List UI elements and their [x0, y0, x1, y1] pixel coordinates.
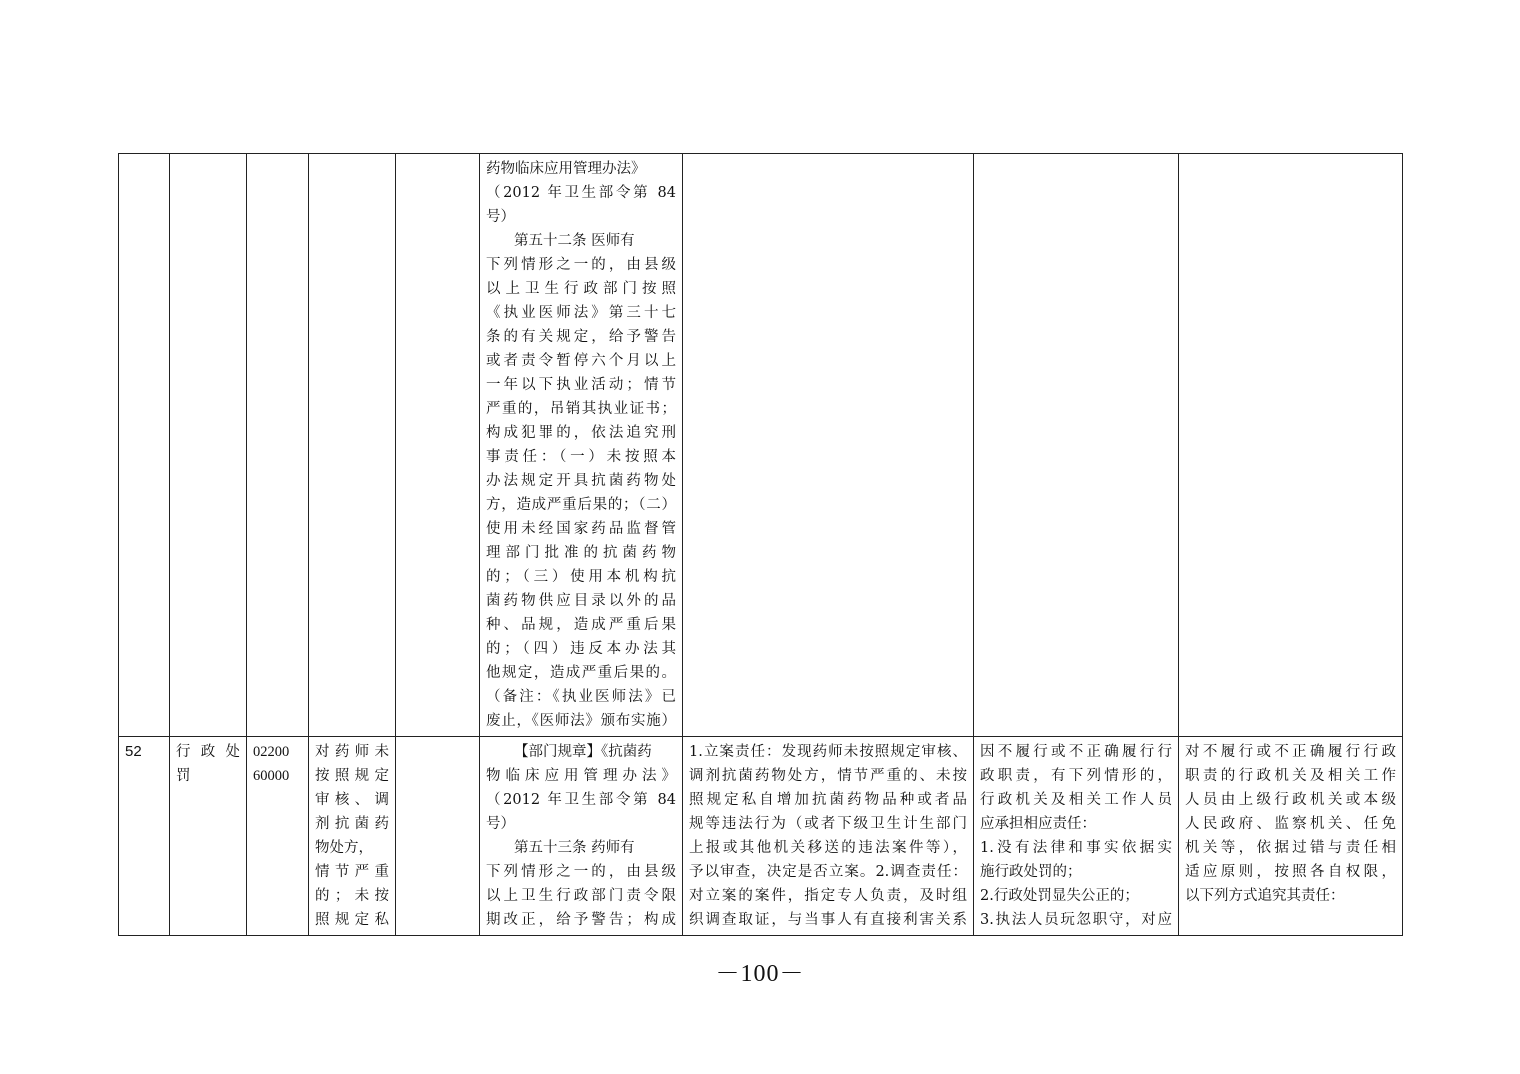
- cell-code: [247, 737, 309, 936]
- legal-basis-line: 【部门规章】《抗菌药: [514, 744, 652, 760]
- item-name-line: 照规定私: [315, 912, 389, 928]
- legal-basis-line: 期改正，给予警告；构成: [486, 912, 676, 928]
- legal-basis-line: 以上卫生行政部门按照: [486, 281, 676, 297]
- legal-basis-line: （2012 年卫生部令第 84: [486, 792, 676, 808]
- responsibility-line: 上报或其他机关移送的违法案件等），: [689, 840, 967, 856]
- legal-basis-line: 下列情形之一的，由县级: [486, 257, 676, 273]
- responsibility-line: 予以审查，决定是否立案。2.调查责任：: [689, 864, 967, 880]
- code-line: 02200: [253, 744, 290, 760]
- cell-responsibility: [683, 737, 974, 936]
- accountability-method-line: 机关等，依据过错与责任相: [1185, 840, 1396, 856]
- legal-basis-line: 一年以下执业活动；情节: [486, 377, 676, 393]
- table-row-52: [119, 737, 1403, 936]
- legal-basis-line: 条的有关规定，给予警告: [486, 329, 676, 345]
- accountability-method-line: 适应原则，按照各自权限，: [1185, 864, 1396, 880]
- legal-basis-line: 的；（三）使用本机构抗: [486, 569, 676, 585]
- legal-basis-line: 事责任：（一）未按照本: [486, 449, 676, 465]
- legal-basis-line: 他规定，造成严重后果的。: [486, 665, 676, 681]
- cell-code: [247, 154, 309, 737]
- legal-basis-line: 菌药物供应目录以外的品: [486, 593, 676, 609]
- cell-item-name: [309, 154, 396, 737]
- type-line: 行政处: [176, 744, 240, 760]
- legal-basis-line: 的；（四）违反本办法其: [486, 641, 676, 657]
- item-name-line: 剂抗菌药: [315, 816, 389, 832]
- legal-basis-line: 第五十三条 药师有: [514, 840, 635, 856]
- cell-number: [119, 737, 170, 936]
- accountability-line: 施行政处罚的；: [980, 864, 1082, 880]
- cell-accountability-method: [1179, 737, 1403, 936]
- item-name-line: 按照规定: [315, 768, 389, 784]
- responsibility-line: 照规定私自增加抗菌药物品种或者品: [689, 792, 967, 808]
- sub-item-text: [402, 740, 473, 764]
- responsibility-line: 调剂抗菌药物处方，情节严重的、未按: [689, 768, 967, 784]
- powers-table: [118, 153, 1403, 936]
- responsibility-line: 规等违法行为（或者下级卫生计生部门: [689, 816, 967, 832]
- legal-basis-line: 严重的，吊销其执业证书；: [486, 401, 676, 417]
- legal-basis-line: 构成犯罪的，依法追究刑: [486, 425, 676, 441]
- accountability-line: 1.没有法律和事实依据实: [980, 840, 1172, 856]
- legal-basis-line: 号）: [486, 209, 515, 225]
- accountability-line: 2.行政处罚显失公正的；: [980, 888, 1139, 904]
- cell-sub-item: [396, 737, 480, 936]
- legal-basis-line: 或者责令暂停六个月以上: [486, 353, 676, 369]
- row-number: 52: [125, 743, 142, 760]
- legal-basis-line: （备注：《执业医师法》已: [486, 689, 676, 705]
- legal-basis-line: 办法规定开具抗菌药物处: [486, 473, 676, 489]
- legal-basis-line: （2012 年卫生部令第 84: [486, 185, 676, 201]
- legal-basis-line: 下列情形之一的，由县级: [486, 864, 676, 880]
- accountability-line: 因不履行或不正确履行行: [980, 744, 1172, 760]
- accountability-method-line: 人员由上级行政机关或本级: [1185, 792, 1396, 808]
- type-line: 罚: [176, 768, 191, 784]
- cell-number: [119, 154, 170, 737]
- cell-accountability: [974, 154, 1179, 737]
- responsibility-line: 1.立案责任：发现药师未按照规定审核、: [689, 744, 967, 760]
- legal-basis-line: 《执业医师法》第三十七: [486, 305, 676, 321]
- legal-basis-line: 以上卫生行政部门责令限: [486, 888, 676, 904]
- accountability-line: 政职责，有下列情形的，: [980, 768, 1172, 784]
- responsibility-line: 对立案的案件，指定专人负责，及时组: [689, 888, 967, 904]
- item-name-line: 物处方，: [315, 840, 373, 856]
- cell-legal-basis: [480, 737, 683, 936]
- accountability-method-line: 职责的行政机关及相关工作: [1185, 768, 1396, 784]
- cell-type: [170, 737, 247, 936]
- item-name-line: 情节严重: [315, 864, 389, 880]
- responsibility-line: 织调查取证，与当事人有直接利害关系: [689, 912, 967, 928]
- accountability-method-line: 对不履行或不正确履行行政: [1185, 744, 1396, 760]
- item-name-line: 审核、调: [315, 792, 389, 808]
- legal-basis-line: 使用未经国家药品监督管: [486, 521, 676, 537]
- legal-basis-line: 第五十二条 医师有: [514, 233, 635, 249]
- accountability-line: 3.执法人员玩忽职守，对应: [980, 912, 1172, 928]
- legal-basis-line: 理部门批准的抗菌药物: [486, 545, 676, 561]
- item-name-line: 对药师未: [315, 744, 389, 760]
- cell-accountability: [974, 737, 1179, 936]
- legal-basis-line: 种、品规，造成严重后果: [486, 617, 676, 633]
- cell-item-name: [309, 737, 396, 936]
- cell-legal-basis: [480, 154, 683, 737]
- legal-basis-line: 物临床应用管理办法》: [486, 768, 676, 784]
- table-row-continuation: [119, 154, 1403, 737]
- accountability-method-line: 人民政府、监察机关、任免: [1185, 816, 1396, 832]
- legal-basis-line: 药物临床应用管理办法》: [486, 161, 646, 177]
- cell-sub-item: [396, 154, 480, 737]
- accountability-method-line: 以下列方式追究其责任：: [1185, 888, 1345, 904]
- cell-type: [170, 154, 247, 737]
- item-name-line: 的；未按: [315, 888, 389, 904]
- accountability-line: 应承担相应责任：: [980, 816, 1096, 832]
- legal-basis-line: 方，造成严重后果的；（二）: [486, 497, 676, 513]
- accountability-line: 行政机关及相关工作人员: [980, 792, 1172, 808]
- code-line: 60000: [253, 768, 290, 784]
- cell-responsibility: [683, 154, 974, 737]
- cell-accountability-method: [1179, 154, 1403, 737]
- legal-basis-line: 号）: [486, 816, 515, 832]
- page-number: －100－: [715, 961, 805, 987]
- legal-basis-line: 废止，《医师法》颁布实施）: [486, 713, 676, 729]
